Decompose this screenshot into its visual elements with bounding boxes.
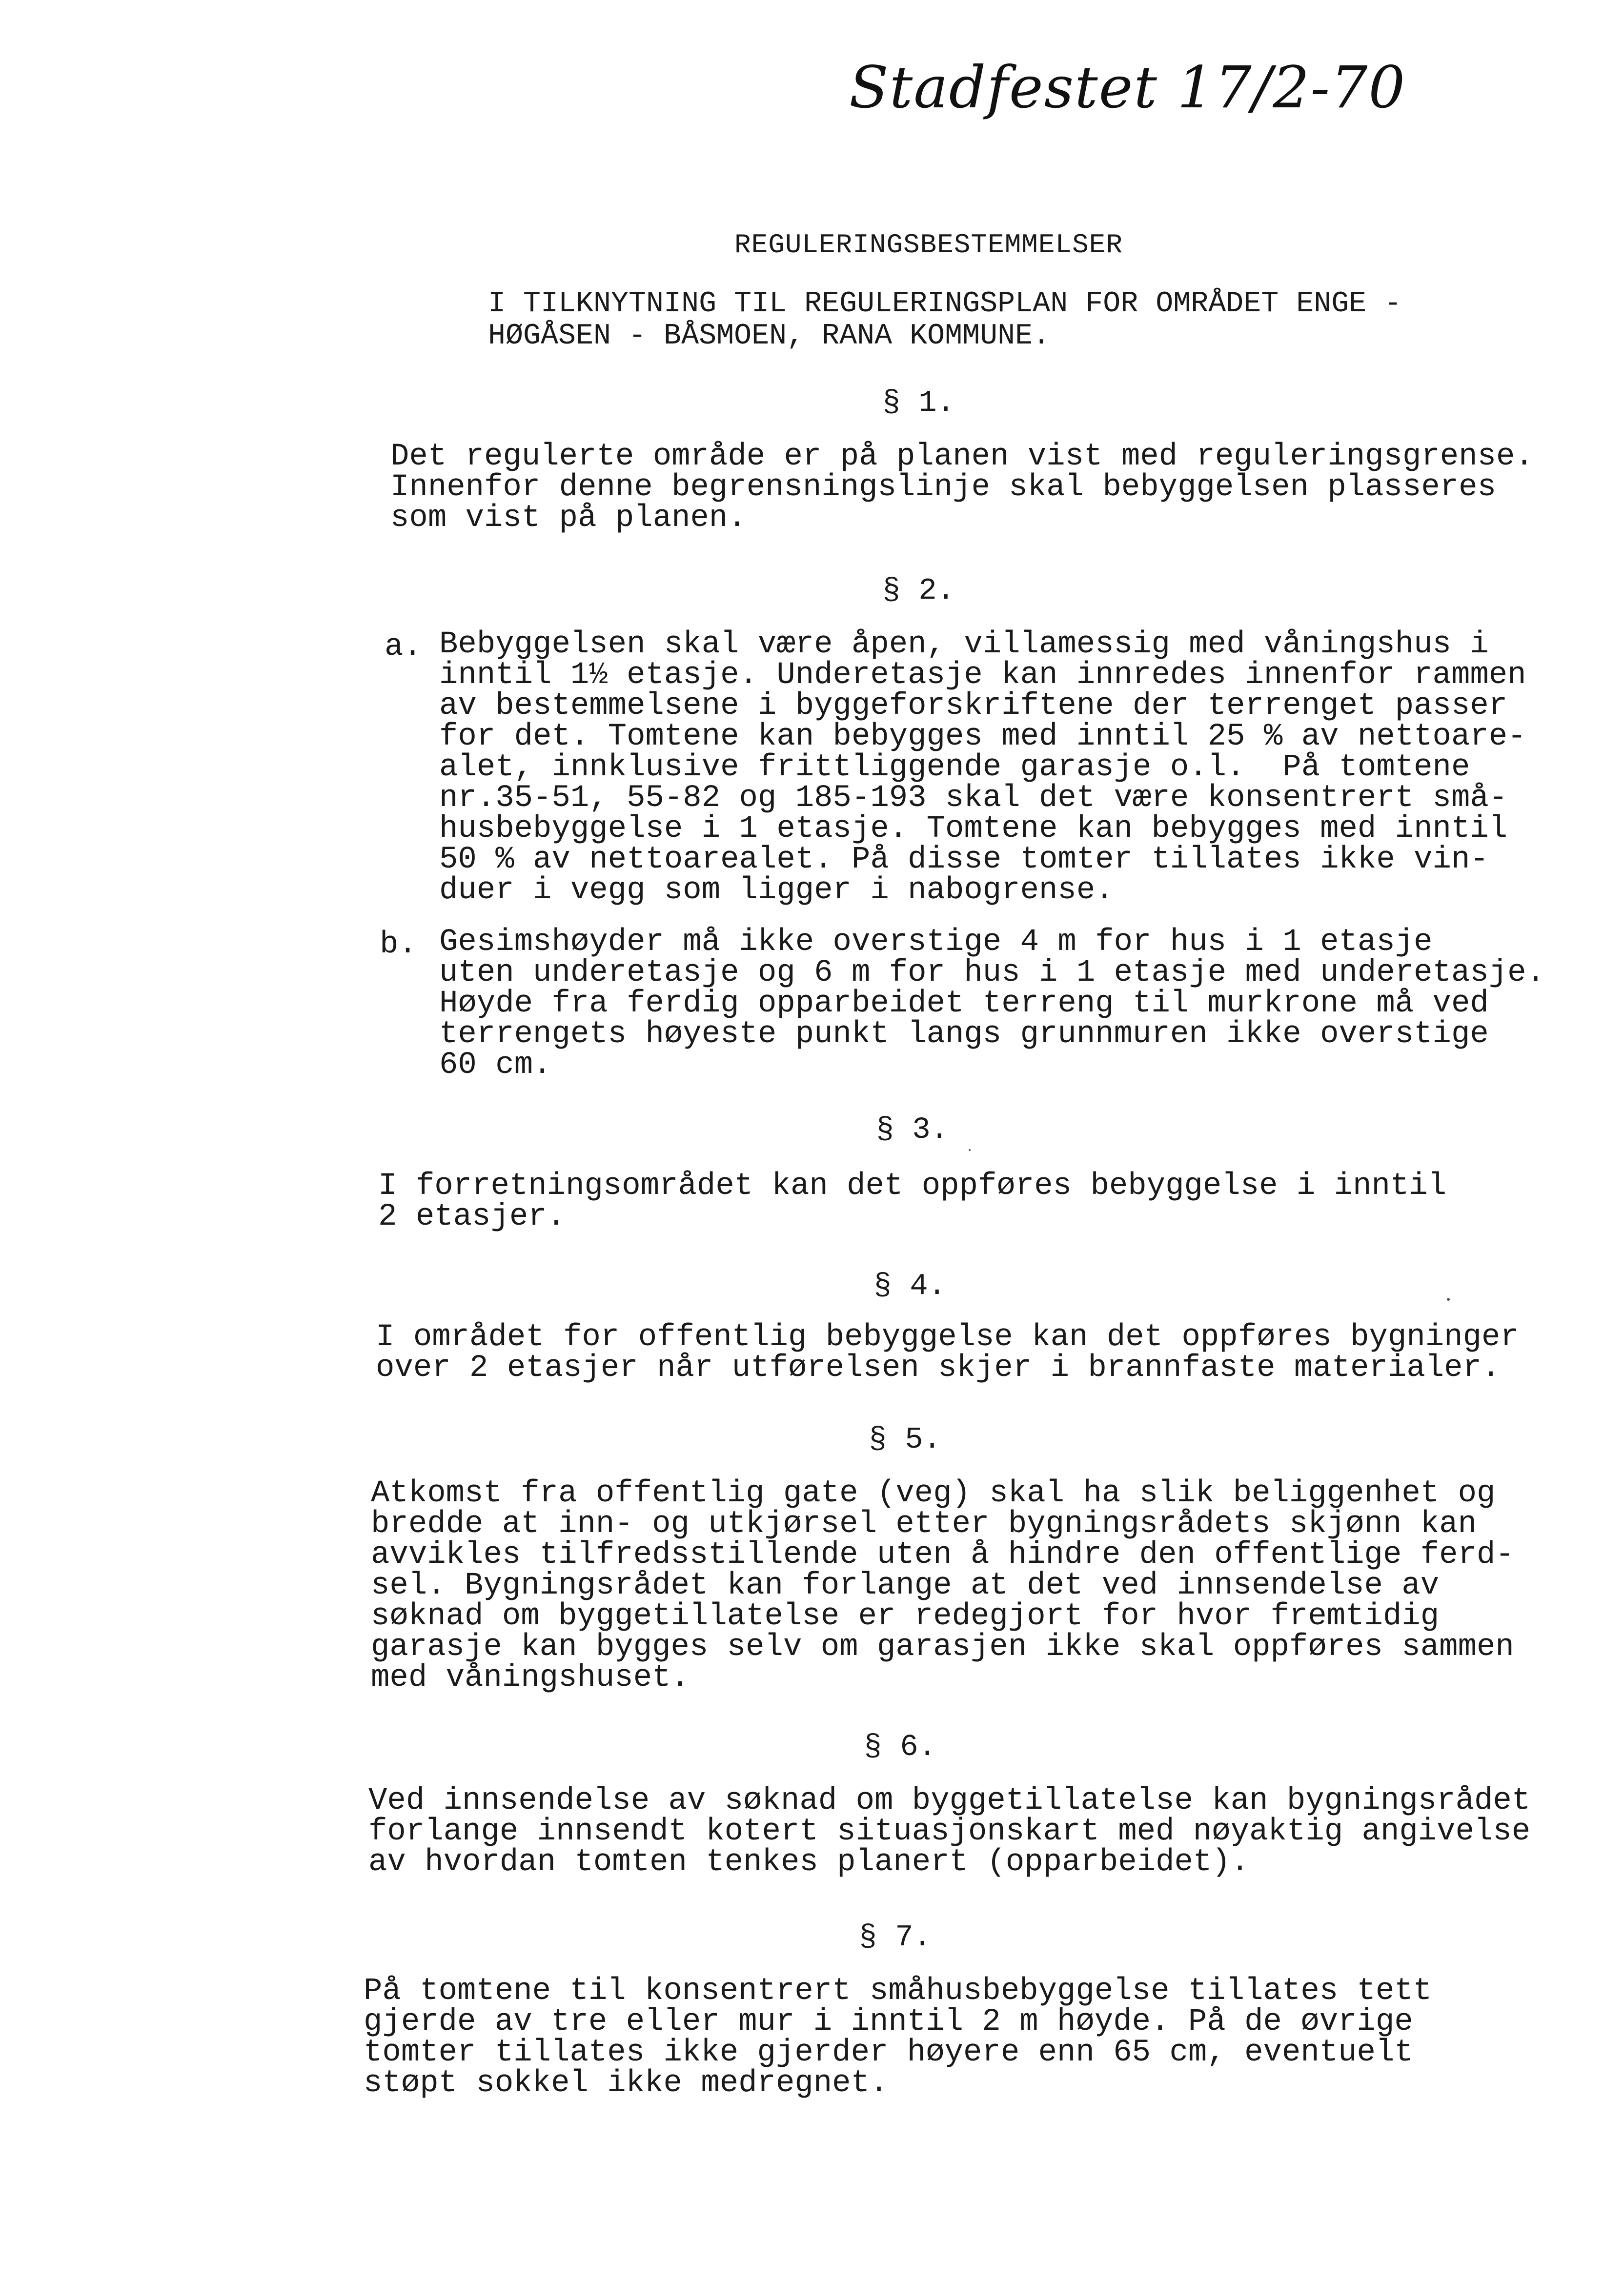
section-3-heading: § 3.	[876, 1112, 949, 1147]
section-6-text: Ved innsendelse av søknad om byggetillatelse kan bygningsrådet forlange innsendt kotert situasjonskart med nøyaktig angivelse av hvordan tomten tenkes planert (opparbeidet).	[368, 1783, 1531, 1880]
section-2a-text: Bebyggelsen skal være åpen, villamessig med våningshus i inntil 1½ etasje. Underetasje kan innredes innenfor rammen av bestemmelsene i byggeforskriftene der terrenget passer for det. Tomtene kan bebygges med inntil 25 % av nettoare- alet, innklusive frittliggende garasje o.l. På tomtene nr.35-51, 55-82 og 185-193 skal det være konsentrert små- husbebyggelse i 1 etasje. Tomtene kan bebygges med inntil 50 % av nettoarealet. På disse tomter tillates ikke vin- duer i vegg som ligger i nabogrense.	[439, 627, 1526, 908]
section-4-text: I området for offentlig bebyggelse kan det oppføres bygninger over 2 etasjer når utførelsen skjer i brannfaste materialer.	[376, 1320, 1519, 1386]
document-title: REGULERINGSBESTEMMELSER	[734, 229, 1123, 261]
section-6-heading: § 6.	[864, 1730, 936, 1764]
section-7-text: På tomtene til konsentrert småhusbebyggelse tillates tett gjerde av tre eller mur i inntil 2 m høyde. På de øvrige tomter tillates ikke gjerder høyere enn 65 cm, eventuelt støpt sokkel ikke medregnet.	[364, 1974, 1432, 2101]
section-5-text: Atkomst fra offentlig gate (veg) skal ha slik beliggenhet og bredde at inn- og utkjørsel etter bygningsrådets skjønn kan avvikles tilfredsstillende uten å hindre den offentlige ferd- sel. Bygningsrådet kan forlange at det ved innsendelse av søknad om byggetillatelse er redegjort for hvor fremtidig garasje kan bygges selv om garasjen ikke skal oppføres sammen med våningshuset.	[371, 1476, 1514, 1696]
section-2b-text: Gesimshøyder må ikke overstige 4 m for hus i 1 etasje uten underetasje og 6 m for hus i 1 etasje med underetasje. Høyde fra ferdig opparbeidet terreng til murkrone må ved terrengets høyeste punkt langs grunnmuren ikke overstige 60 cm.	[439, 925, 1545, 1083]
section-7-heading: § 7.	[859, 1920, 932, 1955]
section-4-heading: § 4.	[873, 1269, 946, 1303]
section-1-heading: § 1.	[882, 385, 955, 420]
section-3-text: I forretningsområdet kan det oppføres bebyggelse i inntil 2 etasjer.	[378, 1169, 1447, 1234]
scan-speck	[1447, 1298, 1450, 1301]
section-2b-label: b.	[380, 927, 417, 962]
section-5-heading: § 5.	[869, 1422, 941, 1457]
section-1-text: Det regulerte område er på planen vist med reguleringsgrense. Innenfor denne begrensningslinje skal bebyggelsen plasseres som vist på planen.	[390, 439, 1534, 536]
scan-speck	[969, 1149, 971, 1151]
section-2-heading: § 2.	[882, 573, 955, 608]
document-subtitle: I TILKNYTNING TIL REGULERINGSPLAN FOR OMRÅDET ENGE - HØGÅSEN - BÅSMOEN, RANA KOMMUNE.	[488, 287, 1402, 353]
handwritten-approval-note: Stadfestet 17/2-70	[849, 54, 1406, 121]
section-2a-label: a.	[385, 629, 422, 665]
